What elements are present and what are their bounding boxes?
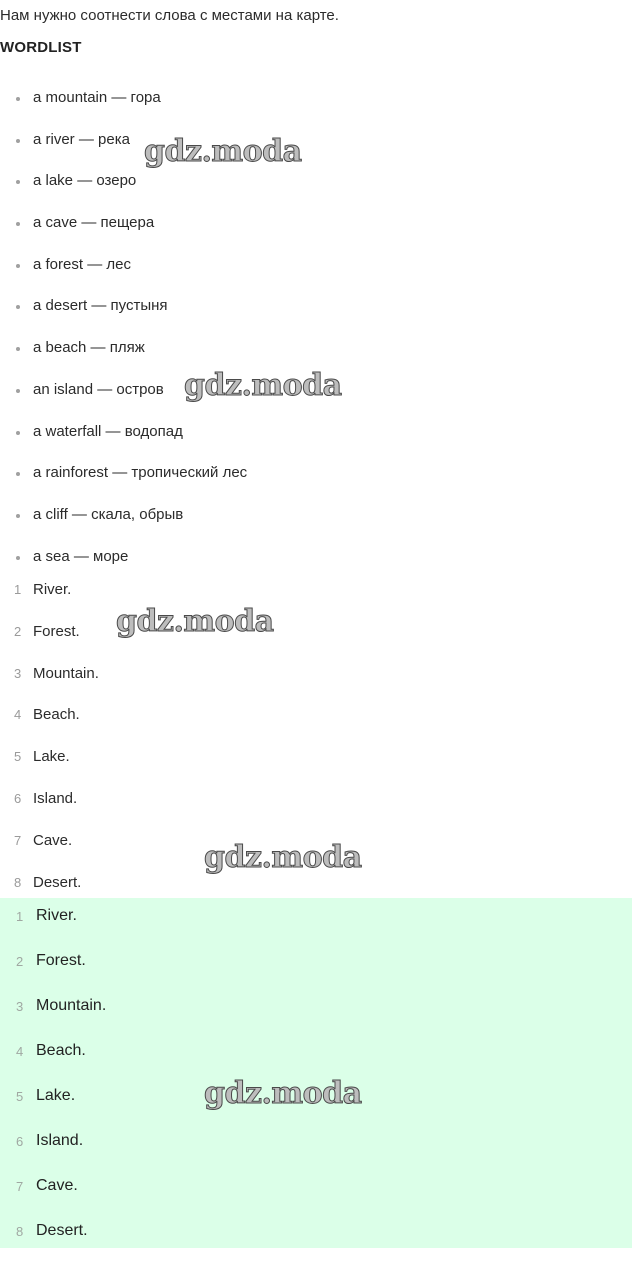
- watermark: gdz.moda: [116, 604, 274, 639]
- watermark: gdz.moda: [204, 840, 362, 875]
- answer-item-text: Cave.: [36, 1177, 78, 1194]
- item-number: 6: [16, 1134, 24, 1149]
- wordlist-item: [0, 422, 247, 464]
- intro-text: Нам нужно соотнести слова с местами на карте.: [0, 7, 339, 24]
- wordlist-item: [0, 296, 247, 338]
- watermark: gdz.moda: [144, 134, 302, 169]
- wordlist-item-text: a mountain — гора: [33, 89, 161, 106]
- wordlist-item: [0, 463, 247, 505]
- item-number: 3: [14, 665, 22, 681]
- watermark: gdz.moda: [184, 368, 342, 403]
- numbered-item: [0, 664, 99, 706]
- numbered-item: [0, 831, 99, 873]
- bullet-icon: [16, 472, 20, 476]
- numbered-item-text: Forest.: [33, 622, 80, 640]
- wordlist-item-text: a rainforest — тропический лес: [33, 464, 248, 482]
- bullet-icon: [16, 97, 20, 101]
- answer-item: [0, 906, 106, 951]
- answer-item-text: Desert.: [36, 1222, 88, 1239]
- answer-item-text: Lake.: [36, 1087, 76, 1104]
- numbered-item-text: Desert.: [33, 873, 82, 891]
- bullet-icon: [16, 222, 20, 226]
- item-number: 8: [14, 874, 22, 890]
- item-number: 4: [14, 707, 22, 723]
- numbered-item: [0, 747, 99, 789]
- wordlist-item-text: a waterfall — водопад: [33, 422, 183, 440]
- answer-item-text: Island.: [36, 1132, 84, 1149]
- numbered-item: [0, 622, 99, 664]
- item-number: 1: [16, 909, 24, 924]
- wordlist-item-text: a lake — озеро: [33, 172, 137, 190]
- watermark: gdz.moda: [204, 1076, 362, 1111]
- wordlist-item-text: a sea — море: [33, 547, 129, 565]
- bullet-icon: [16, 389, 20, 393]
- numbered-item: [0, 580, 99, 622]
- item-number: 8: [16, 1224, 24, 1239]
- item-number: 5: [16, 1089, 24, 1104]
- numbered-item-text: Island.: [33, 789, 78, 807]
- item-number: 4: [16, 1044, 24, 1059]
- item-number: 1: [14, 582, 22, 597]
- answer-item: [0, 1176, 106, 1221]
- bullet-icon: [16, 180, 20, 184]
- item-number: 7: [14, 832, 22, 848]
- answer-item-text: Forest.: [36, 952, 86, 969]
- wordlist-item: [0, 505, 247, 547]
- wordlist-item: [0, 255, 247, 297]
- bullet-icon: [16, 139, 20, 143]
- bullet-icon: [16, 556, 20, 560]
- numbered-item-text: Lake.: [33, 748, 70, 766]
- numbered-item-text: River.: [33, 581, 72, 598]
- answer-item: [0, 1131, 106, 1176]
- answer-list: [0, 906, 106, 1266]
- wordlist-item-text: a cliff — скала, обрыв: [33, 505, 184, 523]
- wordlist-item: [0, 88, 247, 130]
- item-number: 3: [16, 999, 24, 1014]
- wordlist-item-text: a forest — лес: [33, 255, 131, 273]
- wordlist-item-text: a desert — пустыня: [33, 297, 168, 315]
- answer-item: [0, 951, 106, 996]
- numbered-item-text: Mountain.: [33, 664, 99, 682]
- answer-box: [0, 898, 632, 1248]
- wordlist-item-text: a beach — пляж: [33, 339, 145, 357]
- answer-item: [0, 1041, 106, 1086]
- numbered-item-text: Cave.: [33, 831, 73, 849]
- wordlist-item: [0, 171, 247, 213]
- wordlist-item-text: a cave — пещера: [33, 214, 155, 232]
- bullet-icon: [16, 305, 20, 309]
- numbered-item: [0, 705, 99, 747]
- numbered-item: [0, 789, 99, 831]
- item-number: 7: [16, 1179, 24, 1194]
- item-number: 2: [14, 623, 22, 639]
- wordlist-heading: WORDLIST: [0, 39, 82, 56]
- wordlist-item-text: a river — река: [33, 130, 130, 148]
- bullet-icon: [16, 264, 20, 268]
- bullet-icon: [16, 514, 20, 518]
- answer-item: [0, 1086, 106, 1131]
- answer-item-text: River.: [36, 907, 77, 924]
- numbered-list: [0, 580, 99, 914]
- answer-item: [0, 996, 106, 1041]
- bullet-icon: [16, 347, 20, 351]
- item-number: 5: [14, 749, 22, 765]
- numbered-item-text: Beach.: [33, 706, 80, 724]
- wordlist-item: [0, 213, 247, 255]
- bullet-icon: [16, 431, 20, 435]
- item-number: 2: [16, 954, 24, 969]
- answer-item: [0, 1221, 106, 1266]
- wordlist-item-text: an island — остров: [33, 380, 164, 398]
- item-number: 6: [14, 790, 22, 806]
- answer-item-text: Beach.: [36, 1042, 86, 1059]
- answer-item-text: Mountain.: [36, 997, 107, 1014]
